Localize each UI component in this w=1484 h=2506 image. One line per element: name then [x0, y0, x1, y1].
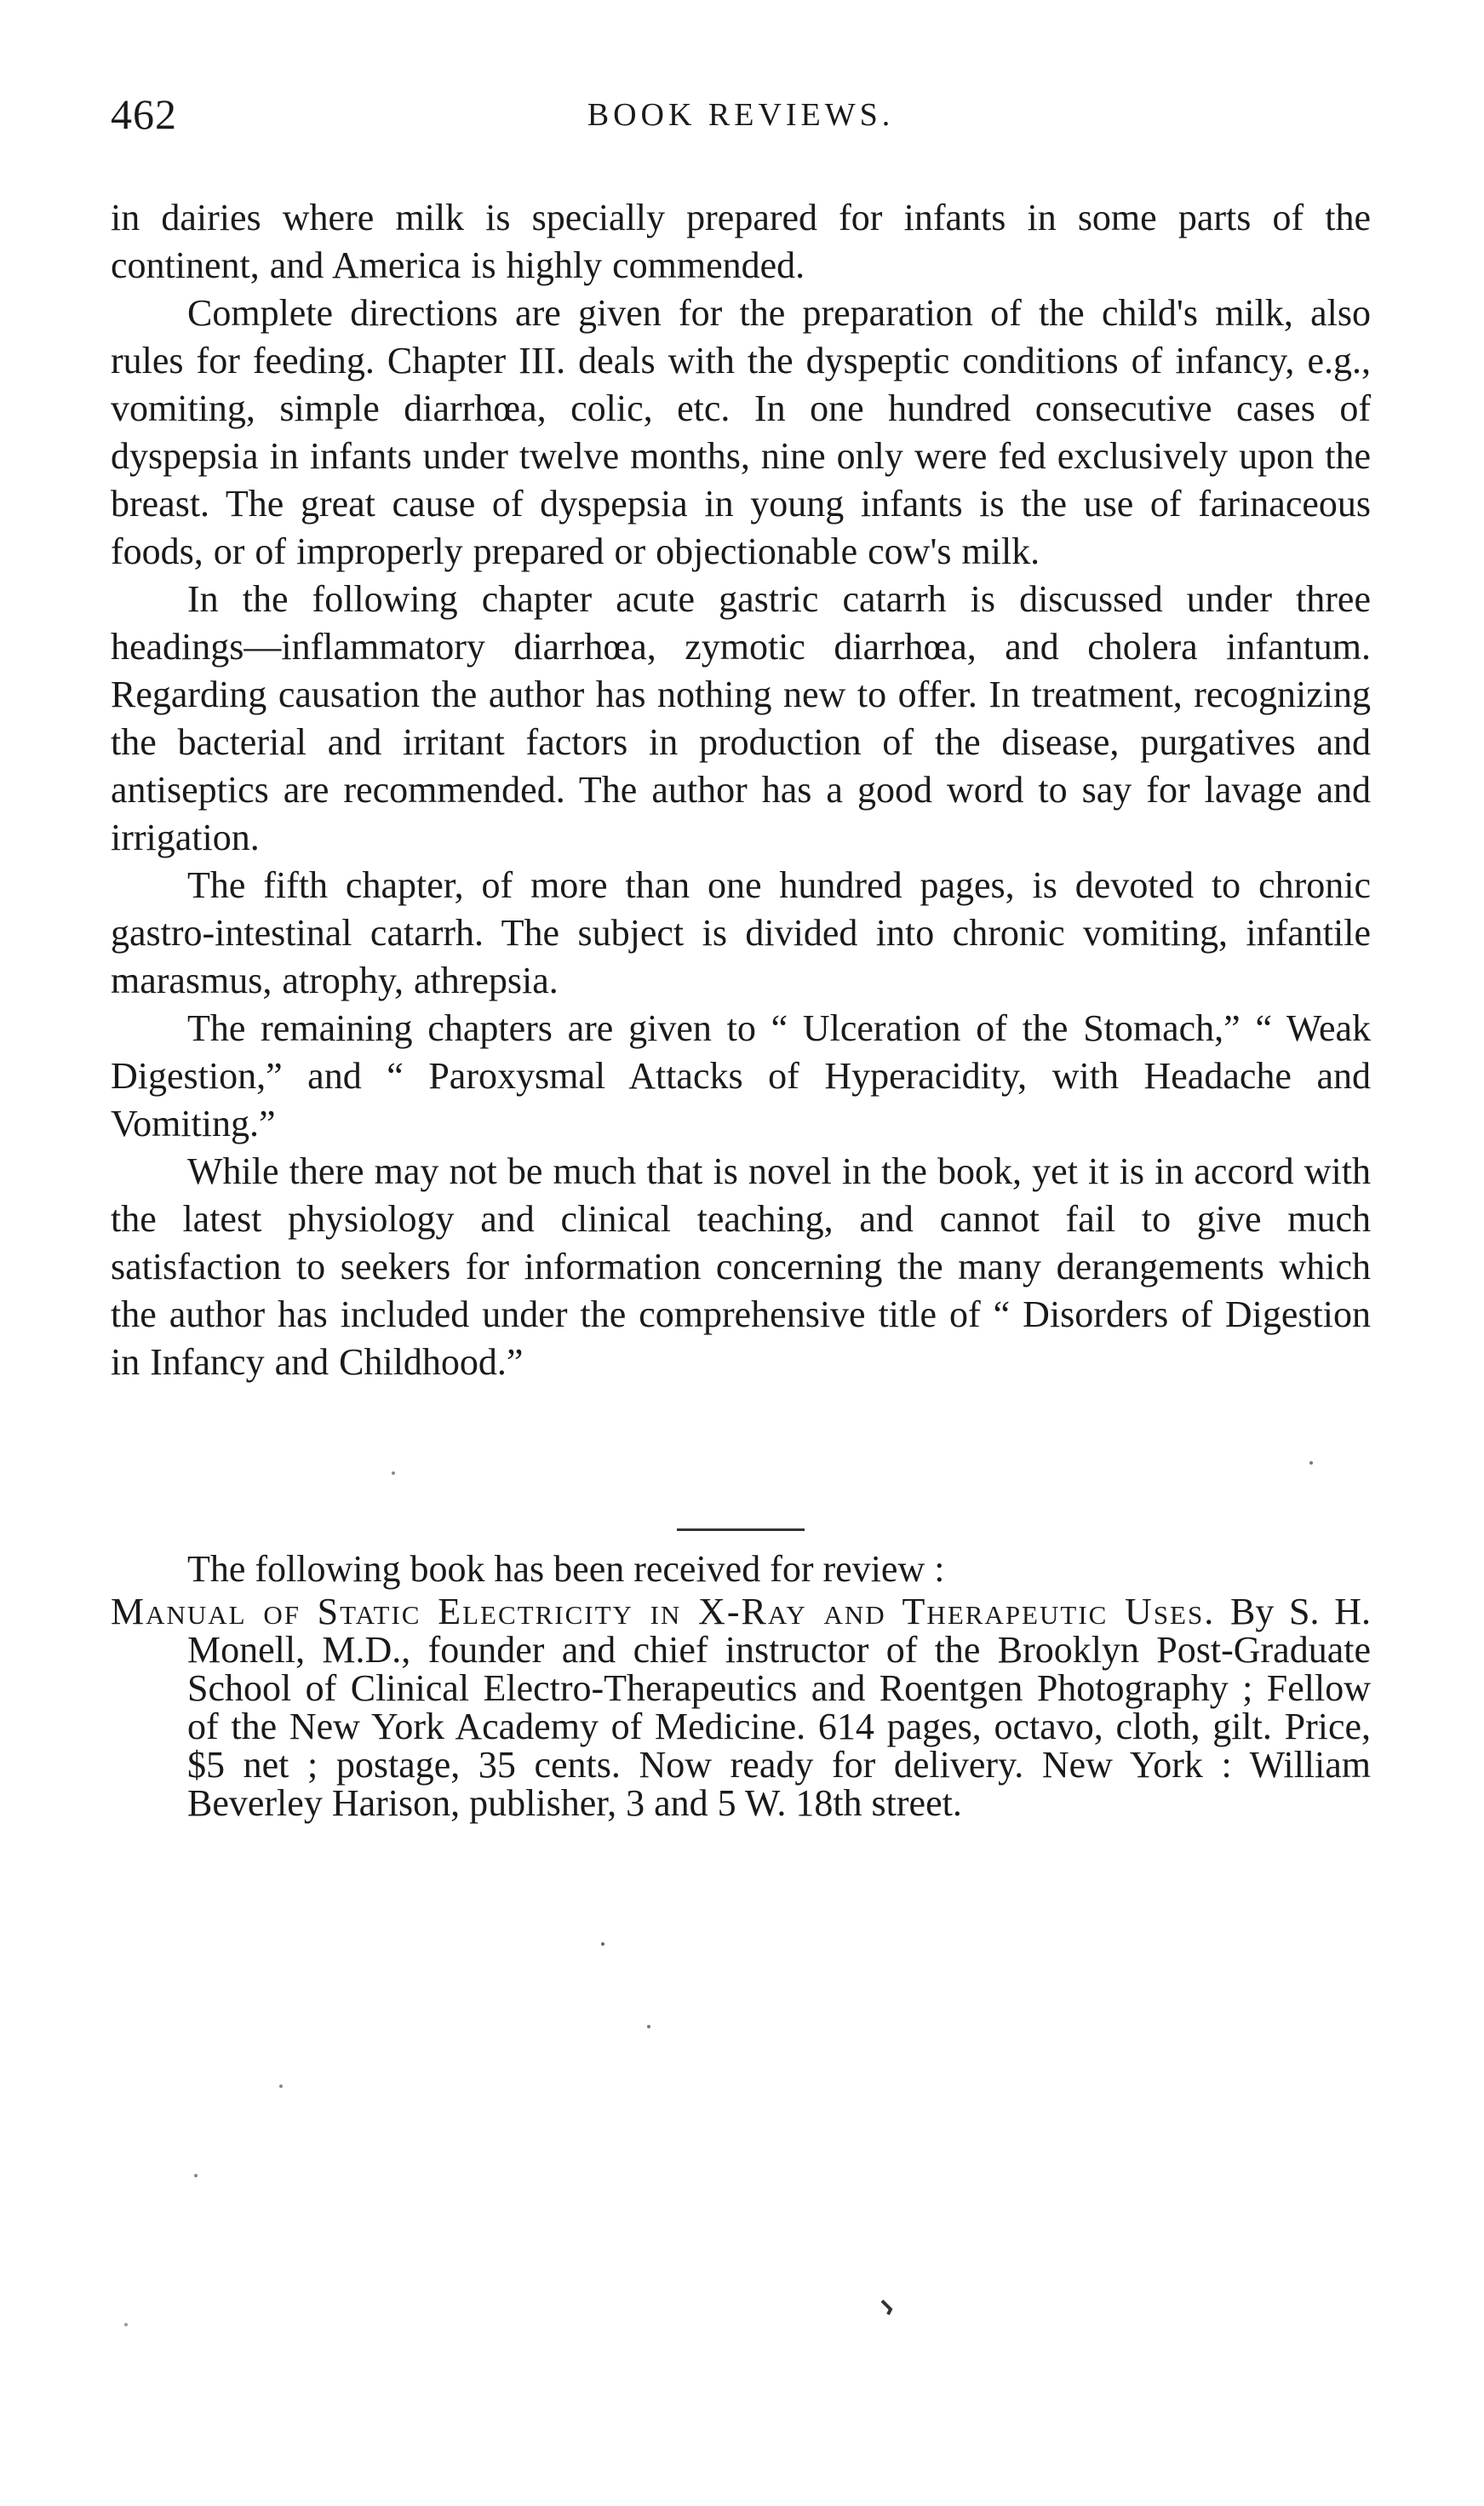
running-head: BOOK REVIEWS.: [587, 97, 895, 133]
paragraph: In the following chapter acute gastric catarrh is discussed under three headings—inflammatory diarrhœa, zymotic diarrhœa, and cholera infantum. Regarding causation the author has nothing new to offer. In treatment, recognizing the bacterial and irritant factors in production of the disease, purgatives and antiseptics are recommended. The author has a good word to say for lavage and irrigation.: [111, 578, 1371, 858]
review-body: [111, 194, 1371, 1386]
paragraph: Complete directions are given for the preparation of the child's milk, also rules for feeding. Chapter III. deals with the dyspeptic conditions of infancy, e.g., vomiting, simple diarrhœa, colic, etc. In one hundred consecutive cases of dyspepsia in infants under twelve months, nine only were fed exclusively upon the breast. The great cause of dyspepsia in young infants is the use of farinaceous foods, or of improperly prepared or objectionable cow's milk.: [111, 292, 1371, 572]
page-number: 462: [111, 90, 177, 138]
book-details: By S. H. Monell, M.D., founder and chief instructor of the Brooklyn Post-Graduate School of Clinical Electro-Therapeutics and Roentgen Photography ; Fellow of the New York Academy of Medicine. 614 pages, octavo, cloth, gilt. Price, $5 net ; postage, 35 cents. Now ready for delivery. New York : William Beverley Harison, publisher, 3 and 5 W. 18th street.: [187, 1591, 1372, 1824]
books-received-intro: The following book has been received for review :: [187, 1548, 945, 1590]
paragraph-continued: in dairies where milk is specially prepared for infants in some parts of the continent, and America is highly commended.: [111, 197, 1371, 286]
paragraph: The fifth chapter, of more than one hundred pages, is devoted to chronic gastro-intestinal catarrh. The subject is divided into chronic vomiting, infantile marasmus, atrophy, athrepsia.: [111, 864, 1371, 1001]
paragraph: The remaining chapters are given to “ Ulceration of the Stomach,” “ Weak Digestion,” and “ Paroxysmal Attacks of Hyperacidity, with Headache and Vomiting.”: [111, 1007, 1371, 1144]
book-title: Manual of Static Electricity in X-Ray and Therapeutic Uses.: [111, 1591, 1216, 1632]
section-divider: [677, 1528, 805, 1531]
paragraph: While there may not be much that is novel in the book, yet it is in accord with the latest physiology and clinical teaching, and cannot fail to give much satisfaction to seekers for information concerning the many derangements which the author has included under the comprehensive title of “ Disorders of Digestion in Infancy and Childhood.”: [111, 1150, 1371, 1383]
page-header: [111, 89, 1371, 149]
book-entry: [111, 1592, 1371, 1822]
